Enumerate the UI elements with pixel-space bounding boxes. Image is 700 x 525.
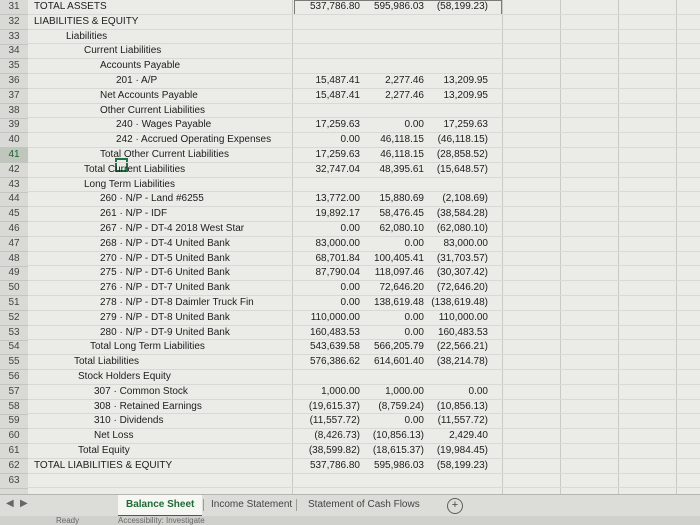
current-year-value[interactable]: (38,599.82) [308,445,360,456]
row-number[interactable]: 51 [0,296,28,311]
row-number[interactable]: 57 [0,385,28,400]
account-label[interactable]: 276 · N/P - DT-7 United Bank [100,282,230,294]
row-number[interactable]: 62 [0,459,28,474]
change-value[interactable]: 2,429.40 [449,430,488,442]
change-value[interactable]: (62,080.10) [436,223,488,234]
status-ready: Ready [56,516,80,525]
account-label[interactable]: 278 · N/P - DT-8 Daimler Truck Fin [100,297,254,308]
account-label[interactable]: 307 · Common Stock [94,385,188,397]
row-number[interactable]: 37 [0,89,28,104]
row-number[interactable]: 49 [0,266,28,281]
change-value[interactable]: (10,856.13) [436,400,488,412]
tab-separator [296,499,297,511]
accessibility-status[interactable]: Accessibility: Investigate [118,516,205,525]
row-number[interactable]: 52 [0,311,28,326]
row-number[interactable]: 45 [0,207,28,222]
prior-year-value[interactable]: 0.00 [404,415,424,427]
change-value[interactable]: (46,118.15) [437,134,488,146]
prior-year-value[interactable]: 0.00 [404,311,424,323]
prior-year-value[interactable]: 2,277.46 [385,75,424,86]
row-number[interactable]: 46 [0,222,28,237]
prior-year-value[interactable]: 100,405.41 [373,252,424,264]
account-label[interactable]: 242 · Accrued Operating Expenses [116,134,272,146]
account-label[interactable]: 268 · N/P - DT-4 United Bank [100,237,230,249]
current-year-value[interactable]: 0.00 [340,297,360,308]
account-label[interactable]: Long Term Liabilities [84,178,175,190]
account-label[interactable]: TOTAL ASSETS [34,1,107,12]
worksheet-grid[interactable] [28,0,700,494]
current-year-value[interactable]: 17,259.63 [315,119,360,131]
current-year-value[interactable]: 576,386.62 [309,356,360,368]
current-year-value[interactable]: 32,747.04 [315,163,360,175]
current-year-value[interactable]: 0.00 [340,223,360,234]
account-label[interactable]: Liabilities [66,30,108,42]
account-label[interactable]: 260 · N/P - Land #6255 [100,193,204,205]
row-number[interactable]: 40 [0,133,28,148]
row-number[interactable]: 59 [0,414,28,429]
row-number[interactable]: 47 [0,237,28,252]
tab-income-statement[interactable]: Income Statement [211,499,293,510]
column-border [676,0,677,494]
prior-year-value[interactable]: (18,615.37) [372,445,424,456]
current-year-value[interactable]: 0.00 [340,282,360,294]
account-label[interactable]: Accounts Payable [100,60,181,72]
account-label[interactable]: LIABILITIES & EQUITY [34,15,139,27]
prior-year-value[interactable]: 58,476.45 [379,208,424,220]
current-year-value[interactable]: 1,000.00 [321,385,360,397]
row-number[interactable]: 41 [0,148,28,163]
change-value[interactable]: (28,858.52) [436,149,488,160]
prior-year-value[interactable]: 2,277.46 [385,89,424,101]
account-label[interactable]: Total Long Term Liabilities [90,341,205,353]
prior-year-value[interactable]: 0.00 [404,237,424,249]
change-value[interactable]: (72,646.20) [436,282,488,294]
row-number[interactable]: 33 [0,30,28,45]
row-headers [0,0,29,494]
current-year-value[interactable]: (8,426.73) [314,430,360,442]
prior-year-value[interactable]: 0.00 [404,326,424,338]
column-border [292,0,293,494]
row-number[interactable]: 55 [0,355,28,370]
current-year-value[interactable]: 83,000.00 [315,237,360,249]
prior-year-value[interactable]: (8,759.24) [378,400,424,412]
change-value[interactable]: (58,199.23) [436,1,488,12]
row-number[interactable]: 50 [0,281,28,296]
account-label[interactable]: Other Current Liabilities [100,104,206,116]
current-year-value[interactable]: 87,790.04 [315,267,360,279]
change-value[interactable]: (11,557.72) [437,415,488,427]
change-value[interactable]: 13,209.95 [443,89,488,101]
account-label[interactable]: Total Liabilities [74,356,140,368]
change-value[interactable]: (31,703.57) [436,252,488,264]
prior-year-value[interactable]: 46,118.15 [380,149,424,160]
current-year-value[interactable]: (11,557.72) [309,415,360,427]
tab-statement-of-cash-flows[interactable]: Statement of Cash Flows [308,499,420,510]
change-value[interactable]: 83,000.00 [443,237,488,249]
scroll-right-icon[interactable]: ▶ [20,498,28,509]
change-value[interactable]: (15,648.57) [436,163,488,175]
account-label[interactable]: 310 · Dividends [94,415,164,427]
current-year-value[interactable]: 160,483.53 [309,326,360,338]
account-label[interactable]: 267 · N/P - DT-4 2018 West Star [100,223,245,234]
change-value[interactable]: (38,584.28) [436,208,488,220]
change-value[interactable]: 160,483.53 [437,326,488,338]
column-border [560,0,561,494]
prior-year-value[interactable]: 138,619.48 [373,297,424,308]
current-year-value[interactable]: 13,772.00 [315,193,360,205]
row-number[interactable]: 36 [0,74,28,89]
account-label[interactable]: 240 · Wages Payable [116,119,212,131]
scroll-left-icon[interactable]: ◀ [6,498,14,509]
change-value[interactable]: 0.00 [468,385,488,397]
current-year-value[interactable]: 537,786.80 [309,1,360,12]
row-number[interactable]: 43 [0,178,28,193]
change-value[interactable]: (138,619.48) [431,297,488,308]
row-number[interactable]: 56 [0,370,28,385]
account-label[interactable]: Total Other Current Liabilities [100,149,229,160]
tab-balance-sheet[interactable]: Balance Sheet [118,495,202,517]
column-border [618,0,619,494]
change-value[interactable]: (38,214.78) [436,356,488,368]
account-label[interactable]: TOTAL LIABILITIES & EQUITY [34,459,173,471]
row-number[interactable]: 60 [0,429,28,444]
row-number[interactable]: 42 [0,163,28,178]
current-year-value[interactable]: 68,701.84 [315,252,360,264]
current-year-value[interactable]: 537,786.80 [309,459,360,471]
current-year-value[interactable]: 0.00 [340,134,360,146]
column-border [502,0,503,494]
prior-year-value[interactable]: 62,080.10 [379,223,424,234]
account-label[interactable]: 201 · A/P [116,75,158,86]
row-number[interactable]: 63 [0,474,28,489]
prior-year-value[interactable]: 595,986.03 [373,1,424,12]
account-label[interactable]: 261 · N/P - IDF [100,208,168,220]
row-number[interactable]: 35 [0,59,28,74]
account-label[interactable]: Net Accounts Payable [100,89,198,101]
change-value[interactable]: (19,984.45) [436,445,488,456]
row-border [28,487,700,488]
current-year-value[interactable]: 110,000.00 [310,311,360,323]
row-number[interactable]: 61 [0,444,28,459]
change-value[interactable]: 17,259.63 [443,119,488,131]
row-number[interactable]: 34 [0,44,28,59]
row-number[interactable]: 54 [0,340,28,355]
sheet-tab-bar [0,494,700,517]
account-label[interactable]: 275 · N/P - DT-6 United Bank [100,267,230,279]
account-label[interactable]: Total Current Liabilities [84,163,186,175]
row-number[interactable]: 31 [0,0,28,15]
change-value[interactable]: 13,209.95 [443,75,488,86]
account-label[interactable]: Current Liabilities [84,45,162,57]
account-label[interactable]: 270 · N/P - DT-5 United Bank [100,252,230,264]
row-number[interactable]: 44 [0,192,28,207]
current-year-value[interactable]: 543,639.58 [309,341,360,353]
prior-year-value[interactable]: (10,856.13) [372,430,424,442]
add-sheet-button[interactable]: + [447,498,463,514]
prior-year-value[interactable]: 614,601.40 [373,356,424,368]
row-number[interactable]: 38 [0,104,28,119]
change-value[interactable]: 110,000.00 [438,311,488,323]
current-year-value[interactable]: 19,892.17 [315,208,360,220]
account-label[interactable]: Total Equity [78,445,130,456]
change-value[interactable]: (2,108.69) [442,193,488,205]
prior-year-value[interactable]: 48,395.61 [379,163,424,175]
row-number[interactable]: 48 [0,252,28,267]
account-label[interactable]: 280 · N/P - DT-9 United Bank [100,326,230,338]
prior-year-value[interactable]: 15,880.69 [379,193,424,205]
change-value[interactable]: (22,566.21) [436,341,488,353]
current-year-value[interactable]: (19,615.37) [308,400,360,412]
prior-year-value[interactable]: 72,646.20 [379,282,424,294]
status-bar [0,516,700,525]
account-label[interactable]: Stock Holders Equity [78,371,171,382]
account-label[interactable]: 279 · N/P - DT-8 United Bank [100,311,230,323]
current-year-value[interactable]: 17,259.63 [315,149,360,160]
row-number[interactable]: 53 [0,326,28,341]
account-label[interactable]: 308 · Retained Earnings [94,400,202,412]
prior-year-value[interactable]: 0.00 [404,119,424,131]
row-number[interactable]: 32 [0,15,28,30]
prior-year-value[interactable]: 118,097.46 [374,267,424,279]
current-year-value[interactable]: 15,487.41 [315,75,360,86]
change-value[interactable]: (30,307.42) [436,267,488,279]
prior-year-value[interactable]: 46,118.15 [380,134,424,146]
row-number[interactable]: 58 [0,400,28,415]
prior-year-value[interactable]: 1,000.00 [385,385,424,397]
change-value[interactable]: (58,199.23) [436,459,488,471]
current-year-value[interactable]: 15,487.41 [315,89,360,101]
row-number[interactable]: 39 [0,118,28,133]
prior-year-value[interactable]: 595,986.03 [373,459,424,471]
prior-year-value[interactable]: 566,205.79 [373,341,424,353]
account-label[interactable]: Net Loss [94,430,134,442]
